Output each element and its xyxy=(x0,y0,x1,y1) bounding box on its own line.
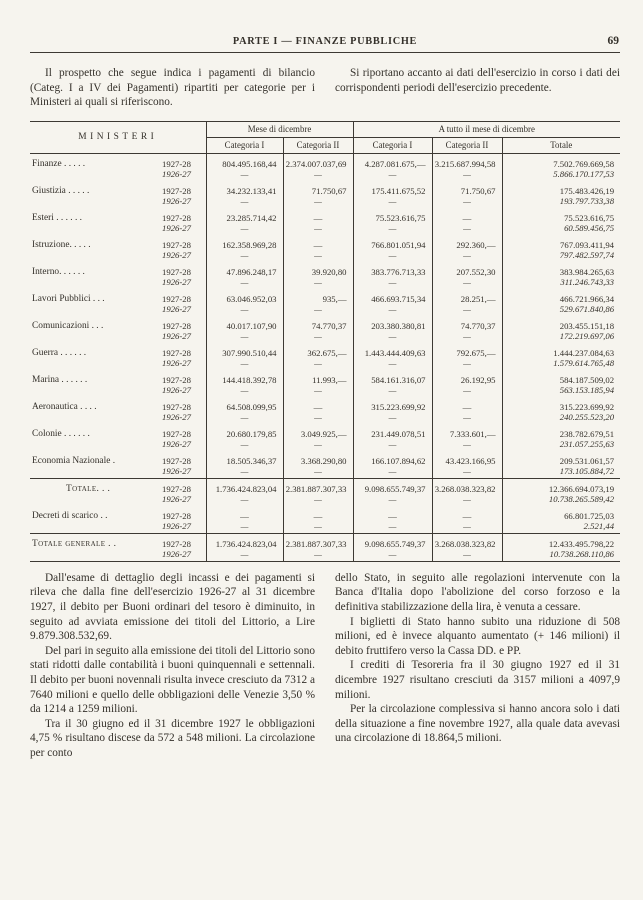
amount-cell: 40.017.107,90 xyxy=(206,316,283,331)
table-row-current-year xyxy=(30,370,620,385)
amount-cell: 3.368.290,80 xyxy=(283,451,353,466)
amount-cell: 584.161.316,07 xyxy=(353,370,432,385)
ministry-name: Finanze . . . . . xyxy=(32,158,86,169)
empty-value-dash: — xyxy=(353,277,432,289)
table-row-current-year xyxy=(30,262,620,277)
amount-cell: 2.521,44 xyxy=(502,521,620,534)
paragraph: Dall'esame di dettaglio degli incassi e dei pagamenti si rileva che dalla fine dell'esercizio 1926-27 al 31 dicembre 1927, il debito per Buoni ordinari del tesoro è diminuito, in seguito ad avviata emissione dei titoli del Littorio, a Lire 9.879.308.532,69. xyxy=(30,571,315,643)
empty-value-dash: — xyxy=(432,169,502,181)
fiscal-year-label: 1927-28 xyxy=(162,239,191,250)
amount-cell: 64.508.099,95 xyxy=(206,397,283,412)
fiscal-year-label: 1926-27 xyxy=(162,303,191,314)
paragraph: dello Stato, in seguito alle regolazioni intervenute con la Banca d'Italia dopo l'abolizione del corso forzoso e la definitiva stabilizzazione della lira, è venuta a cessare. xyxy=(335,571,620,613)
amount-cell: 166.107.894,62 xyxy=(353,451,432,466)
amount-cell: 162.358.969,28 xyxy=(206,235,283,250)
empty-value-dash: — xyxy=(283,331,353,343)
empty-value-dash: — xyxy=(283,397,353,412)
amount-cell: 47.896.248,17 xyxy=(206,262,283,277)
amount-cell: 383.776.713,33 xyxy=(353,262,432,277)
empty-value-dash: — xyxy=(283,223,353,235)
empty-value-dash: — xyxy=(353,521,432,534)
amount-cell: 203.455.151,18 xyxy=(502,316,620,331)
ministry-name: Guerra . . . . . . xyxy=(32,347,87,358)
empty-value-dash: — xyxy=(432,196,502,208)
amount-cell: 71.750,67 xyxy=(432,181,502,196)
table-row-current-year xyxy=(30,533,620,549)
amount-cell: 231.057.255,63 xyxy=(502,439,620,451)
amount-cell: 9.098.655.749,37 xyxy=(353,533,432,549)
fiscal-year-label: 1926-27 xyxy=(162,411,191,422)
fiscal-year-label: 1927-28 xyxy=(162,401,191,412)
group-header-a-tutto-dicembre: A tutto il mese di dicembre xyxy=(353,121,620,137)
fiscal-year-label: 1927-28 xyxy=(162,455,191,466)
group-header-mese-dicembre: Mese di dicembre xyxy=(206,121,353,137)
paragraph: I biglietti di Stato hanno subito una riduzione di 508 milioni, ed è invece alquanto aumentato (+ 146 milioni) il debito fruttifero verso la Cassa DD. e PP. xyxy=(335,615,620,657)
col-header-totale: Totale xyxy=(502,137,620,153)
fiscal-year-label: 1926-27 xyxy=(162,548,191,559)
ministries-budget-table xyxy=(30,121,620,562)
header-rule xyxy=(30,52,620,53)
empty-value-dash: — xyxy=(206,412,283,424)
table-row-current-year xyxy=(30,289,620,304)
amount-cell: 193.797.733,38 xyxy=(502,196,620,208)
amount-cell: 60.589.456,75 xyxy=(502,223,620,235)
ministry-name: Decreti di scarico . . xyxy=(32,510,108,521)
page-number: 69 xyxy=(607,35,619,47)
empty-value-dash: — xyxy=(432,223,502,235)
amount-cell: 2.381.887.307,33 xyxy=(283,533,353,549)
empty-value-dash: — xyxy=(353,549,432,562)
empty-value-dash: — xyxy=(353,506,432,521)
empty-value-dash: — xyxy=(432,439,502,451)
amount-cell: 7.333.601,— xyxy=(432,424,502,439)
amount-cell: 10.738.265.589,42 xyxy=(502,494,620,506)
ministry-name: Giustizia . . . . . xyxy=(32,185,90,196)
col-header-categoria-2-mese: Categoria II xyxy=(283,137,353,153)
empty-value-dash: — xyxy=(283,250,353,262)
empty-value-dash: — xyxy=(206,521,283,534)
amount-cell: 792.675,— xyxy=(432,343,502,358)
empty-value-dash: — xyxy=(353,304,432,316)
empty-value-dash: — xyxy=(432,385,502,397)
ministry-name: Economia Nazionale . xyxy=(32,455,116,466)
empty-value-dash: — xyxy=(283,196,353,208)
empty-value-dash: — xyxy=(283,506,353,521)
amount-cell: 315.223.699,92 xyxy=(502,397,620,412)
empty-value-dash: — xyxy=(206,223,283,235)
amount-cell: 311.246.743,33 xyxy=(502,277,620,289)
amount-cell: 1.443.444.409,63 xyxy=(353,343,432,358)
amount-cell: 315.223.699,92 xyxy=(353,397,432,412)
amount-cell: 12.433.495.798,22 xyxy=(502,533,620,549)
fiscal-year-label: 1926-27 xyxy=(162,520,191,531)
ministry-name: Totale generale . . xyxy=(30,533,150,561)
empty-value-dash: — xyxy=(432,549,502,562)
paragraph: Per la circolazione complessiva si hanno ancora solo i dati della situazione a fine novembre 1927, alla quale data avevasi una circolazione di 18.864,5 milioni. xyxy=(335,703,620,745)
ministry-name: Aeronautica . . . . xyxy=(32,401,97,412)
amount-cell: 584.187.509,02 xyxy=(502,370,620,385)
empty-value-dash: — xyxy=(353,412,432,424)
empty-value-dash: — xyxy=(353,331,432,343)
fiscal-year-label: 1927-28 xyxy=(162,320,191,331)
table-row-current-year xyxy=(30,316,620,331)
amount-cell: 2.374.007.037,69 xyxy=(283,153,353,169)
body-right-column xyxy=(335,571,620,761)
empty-value-dash: — xyxy=(283,235,353,250)
empty-value-dash: — xyxy=(283,208,353,223)
amount-cell: 144.418.392,78 xyxy=(206,370,283,385)
table-row-current-year xyxy=(30,397,620,412)
table-row-current-year xyxy=(30,235,620,250)
empty-value-dash: — xyxy=(206,549,283,562)
amount-cell: 797.482.597,74 xyxy=(502,250,620,262)
empty-value-dash: — xyxy=(206,358,283,370)
amount-cell: 75.523.616,75 xyxy=(353,208,432,223)
amount-cell: 2.381.887.307,33 xyxy=(283,478,353,494)
amount-cell: 1.736.424.823,04 xyxy=(206,478,283,494)
fiscal-year-label: 1926-27 xyxy=(162,276,191,287)
fiscal-year-label: 1927-28 xyxy=(150,533,206,549)
ministry-name: Totale. . . xyxy=(30,478,150,506)
fiscal-year-label: 1927-28 xyxy=(162,293,191,304)
amount-cell: 74.770,37 xyxy=(283,316,353,331)
amount-cell: 231.449.078,51 xyxy=(353,424,432,439)
fiscal-year-label: 1926-27 xyxy=(162,222,191,233)
table-group-header-row xyxy=(30,121,620,137)
fiscal-year-label: 1926-27 xyxy=(162,168,191,179)
fiscal-year-label: 1927-28 xyxy=(162,185,191,196)
table-row-current-year xyxy=(30,478,620,494)
amount-cell: 466.693.715,34 xyxy=(353,289,432,304)
fiscal-year-label: 1927-28 xyxy=(162,158,191,169)
empty-value-dash: — xyxy=(206,250,283,262)
fiscal-year-label: 1927-28 xyxy=(162,212,191,223)
amount-cell: 175.483.426,19 xyxy=(502,181,620,196)
running-header xyxy=(30,36,620,47)
empty-value-dash: — xyxy=(353,169,432,181)
fiscal-year-label: 1926-27 xyxy=(162,438,191,449)
empty-value-dash: — xyxy=(432,412,502,424)
body-text-section xyxy=(30,571,620,761)
amount-cell: 175.411.675,52 xyxy=(353,181,432,196)
table-row-current-year xyxy=(30,153,620,169)
amount-cell: 203.380.380,81 xyxy=(353,316,432,331)
body-left-column xyxy=(30,571,315,761)
empty-value-dash: — xyxy=(206,277,283,289)
header-title: PARTE I — FINANZE PUBBLICHE xyxy=(232,36,418,47)
empty-value-dash: — xyxy=(283,439,353,451)
empty-value-dash: — xyxy=(353,494,432,506)
amount-cell: 39.920,80 xyxy=(283,262,353,277)
table-body xyxy=(30,153,620,561)
empty-value-dash: — xyxy=(353,250,432,262)
amount-cell: 63.046.952,03 xyxy=(206,289,283,304)
fiscal-year-label: 1927-28 xyxy=(150,478,206,494)
amount-cell: 207.552,30 xyxy=(432,262,502,277)
empty-value-dash: — xyxy=(432,277,502,289)
amount-cell: 804.495.168,44 xyxy=(206,153,283,169)
paragraph: Del pari in seguito alla emissione dei titoli del Littorio sono stati ridotti dalle contabilità i buoni quinquennali e settennali. Il debito per buoni novennali risulta invece cresciuto da 7312 a 7640 milioni e quello delle obbligazioni delle Venezie 3,50 % da 1214 a 1259 milioni. xyxy=(30,644,315,716)
amount-cell: 1.579.614.765,48 xyxy=(502,358,620,370)
table-row-current-year xyxy=(30,208,620,223)
empty-value-dash: — xyxy=(432,358,502,370)
paragraph: Tra il 30 giugno ed il 31 dicembre 1927 le obbligazioni 4,75 % risultano discese da 572 a 548 milioni. La circolazione per conto xyxy=(30,717,315,759)
empty-value-dash: — xyxy=(283,277,353,289)
empty-value-dash: — xyxy=(283,412,353,424)
amount-cell: 529.671.840,86 xyxy=(502,304,620,316)
amount-cell: 74.770,37 xyxy=(432,316,502,331)
empty-value-dash: — xyxy=(206,169,283,181)
ministry-name: Marina . . . . . . xyxy=(32,374,88,385)
amount-cell: 28.251,— xyxy=(432,289,502,304)
amount-cell: 20.680.179,85 xyxy=(206,424,283,439)
ministry-name: Interno. . . . . . xyxy=(32,266,85,277)
amount-cell: 1.736.424.823,04 xyxy=(206,533,283,549)
empty-value-dash: — xyxy=(283,549,353,562)
empty-value-dash: — xyxy=(283,494,353,506)
amount-cell: 238.782.679,51 xyxy=(502,424,620,439)
empty-value-dash: — xyxy=(432,466,502,479)
empty-value-dash: — xyxy=(283,385,353,397)
amount-cell: 3.268.038.323,82 xyxy=(432,533,502,549)
empty-value-dash: — xyxy=(206,196,283,208)
empty-value-dash: — xyxy=(353,466,432,479)
amount-cell: 767.093.411,94 xyxy=(502,235,620,250)
amount-cell: 209.531.061,57 xyxy=(502,451,620,466)
col-header-categoria-1-tutto: Categoria I xyxy=(353,137,432,153)
ministry-name: Lavori Pubblici . . . xyxy=(32,293,105,304)
empty-value-dash: — xyxy=(206,304,283,316)
ministry-name: Esteri . . . . . . xyxy=(32,212,82,223)
empty-value-dash: — xyxy=(283,358,353,370)
empty-value-dash: — xyxy=(206,331,283,343)
ministry-name: Istruzione. . . . . xyxy=(32,239,91,250)
empty-value-dash: — xyxy=(283,466,353,479)
fiscal-year-label: 1926-27 xyxy=(162,384,191,395)
amount-cell: 4.287.081.675,— xyxy=(353,153,432,169)
empty-value-dash: — xyxy=(432,250,502,262)
empty-value-dash: — xyxy=(353,439,432,451)
empty-value-dash: — xyxy=(432,506,502,521)
amount-cell: 11.993,— xyxy=(283,370,353,385)
fiscal-year-label: 1927-28 xyxy=(162,347,191,358)
empty-value-dash: — xyxy=(206,494,283,506)
intro-right-paragraph: Si riportano accanto ai dati dell'esercizio in corso i dati dei corrispondenti periodi dell'esercizio precedente. xyxy=(335,67,620,94)
empty-value-dash: — xyxy=(432,397,502,412)
fiscal-year-label: 1926-27 xyxy=(162,357,191,368)
amount-cell: 466.721.966,34 xyxy=(502,289,620,304)
paragraph: I crediti di Tesoreria fra il 30 giugno 1927 ed il 31 dicembre 1927 risultano cresciuti da 3157 milioni a 4097,9 milioni. xyxy=(335,659,620,701)
amount-cell: 18.505.346,37 xyxy=(206,451,283,466)
fiscal-year-label: 1926-27 xyxy=(162,195,191,206)
empty-value-dash: — xyxy=(353,196,432,208)
intro-left-paragraph: Il prospetto che segue indica i pagamenti di bilancio (Categ. I a IV dei Pagamenti) ripartiti per categorie per i Ministeri ai quali si riferiscono. xyxy=(30,67,315,109)
empty-value-dash: — xyxy=(283,521,353,534)
table-row-current-year xyxy=(30,506,620,521)
empty-value-dash: — xyxy=(432,331,502,343)
empty-value-dash: — xyxy=(206,385,283,397)
amount-cell: 5.866.170.177,53 xyxy=(502,169,620,181)
table-row-current-year xyxy=(30,424,620,439)
fiscal-year-label: 1926-27 xyxy=(162,330,191,341)
amount-cell: 172.219.697,06 xyxy=(502,331,620,343)
fiscal-year-label: 1927-28 xyxy=(162,428,191,439)
amount-cell: 66.801.725,03 xyxy=(502,506,620,521)
amount-cell: 1.444.237.084,63 xyxy=(502,343,620,358)
amount-cell: 362.675,— xyxy=(283,343,353,358)
empty-value-dash: — xyxy=(283,304,353,316)
empty-value-dash: — xyxy=(206,439,283,451)
amount-cell: 766.801.051,94 xyxy=(353,235,432,250)
intro-section xyxy=(30,66,620,110)
fiscal-year-label: 1926-27 xyxy=(162,465,191,476)
amount-cell: 26.192,95 xyxy=(432,370,502,385)
empty-value-dash: — xyxy=(353,358,432,370)
col-header-categoria-1-mese: Categoria I xyxy=(206,137,283,153)
empty-value-dash: — xyxy=(353,223,432,235)
amount-cell: 9.098.655.749,37 xyxy=(353,478,432,494)
table-row-current-year xyxy=(30,451,620,466)
amount-cell: 10.738.268.110,86 xyxy=(502,549,620,562)
fiscal-year-label: 1926-27 xyxy=(162,249,191,260)
amount-cell: 383.984.265,63 xyxy=(502,262,620,277)
ministry-name: Colonie . . . . . . xyxy=(32,428,90,439)
amount-cell: 34.232.133,41 xyxy=(206,181,283,196)
empty-value-dash: — xyxy=(432,494,502,506)
col-header-ministeri: MINISTERI xyxy=(30,121,206,153)
empty-value-dash: — xyxy=(353,385,432,397)
amount-cell: 240.255.523,20 xyxy=(502,412,620,424)
col-header-categoria-2-tutto: Categoria II xyxy=(432,137,502,153)
empty-value-dash: — xyxy=(206,466,283,479)
amount-cell: 3.215.687.994,58 xyxy=(432,153,502,169)
fiscal-year-label: 1926-27 xyxy=(162,493,191,504)
amount-cell: 307.990.510,44 xyxy=(206,343,283,358)
ministry-name: Comunicazioni . . . xyxy=(32,320,104,331)
empty-value-dash: — xyxy=(283,169,353,181)
table-row-current-year xyxy=(30,343,620,358)
amount-cell: 563.153.185,94 xyxy=(502,385,620,397)
amount-cell: 3.049.925,— xyxy=(283,424,353,439)
fiscal-year-label: 1927-28 xyxy=(162,266,191,277)
empty-value-dash: — xyxy=(206,506,283,521)
fiscal-year-label: 1927-28 xyxy=(162,374,191,385)
empty-value-dash: — xyxy=(432,208,502,223)
amount-cell: 292.360,— xyxy=(432,235,502,250)
amount-cell: 23.285.714,42 xyxy=(206,208,283,223)
table-row-current-year xyxy=(30,181,620,196)
amount-cell: 12.366.694.073,19 xyxy=(502,478,620,494)
amount-cell: 3.268.038.323,82 xyxy=(432,478,502,494)
amount-cell: 935,— xyxy=(283,289,353,304)
amount-cell: 71.750,67 xyxy=(283,181,353,196)
amount-cell: 75.523.616,75 xyxy=(502,208,620,223)
empty-value-dash: — xyxy=(432,521,502,534)
fiscal-year-label: 1927-28 xyxy=(162,510,191,521)
amount-cell: 7.502.769.669,58 xyxy=(502,153,620,169)
amount-cell: 173.105.884,72 xyxy=(502,466,620,479)
empty-value-dash: — xyxy=(432,304,502,316)
amount-cell: 43.423.166,95 xyxy=(432,451,502,466)
